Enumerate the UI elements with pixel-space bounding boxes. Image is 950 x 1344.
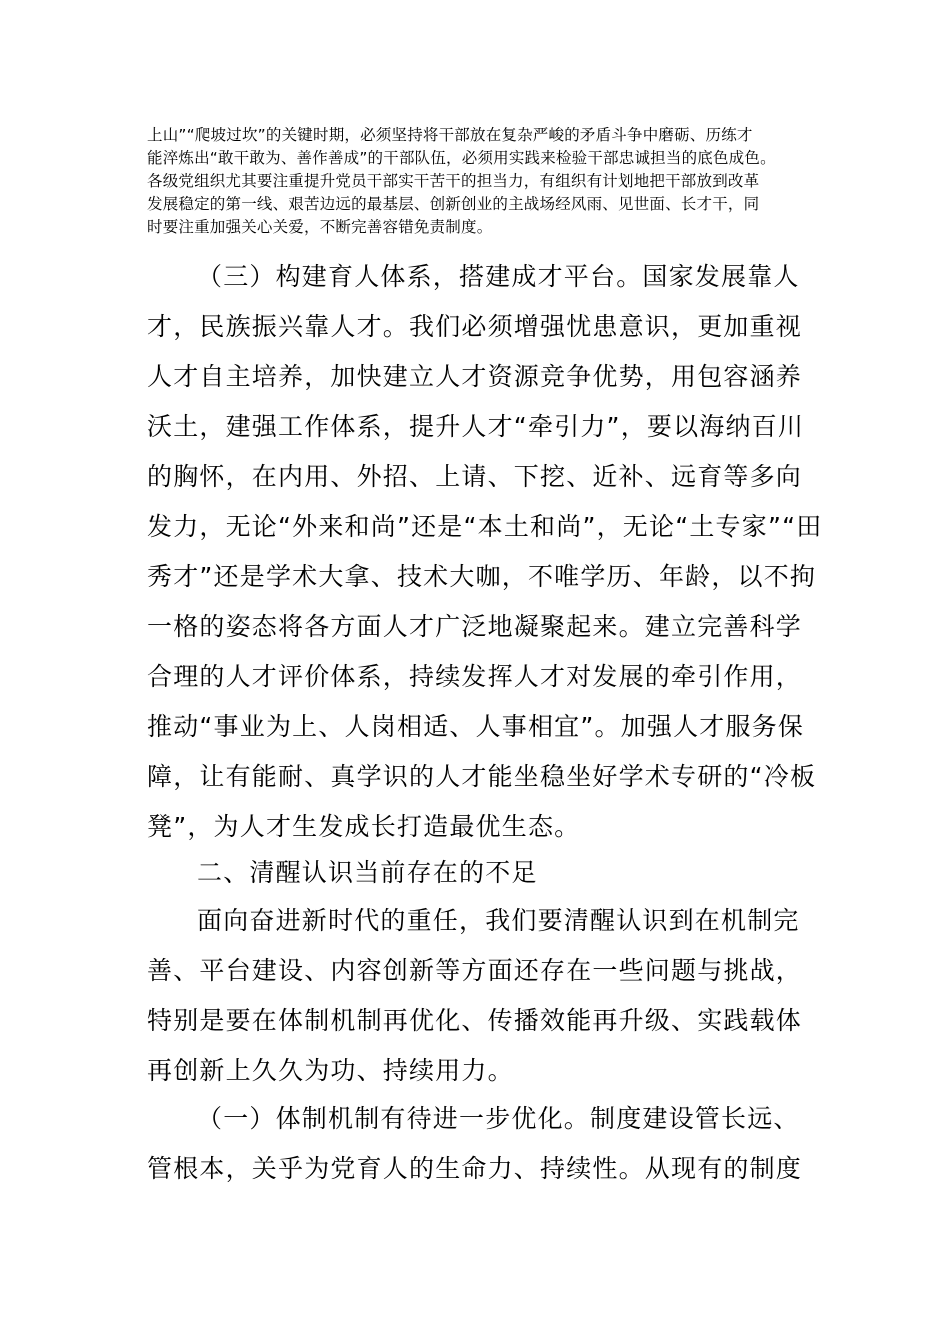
text-line: 面向奋进新时代的重任，我们要清醒认识到在机制完	[197, 906, 800, 935]
text-line: 的胸怀，在内用、外招、上请、下挖、近补、远育等多向	[147, 462, 803, 491]
text-line: 沃土，建强工作体系，提升人才“牵引力”，要以海纳百川	[147, 412, 805, 441]
text-line: 特别是要在体制机制再优化、传播效能再升级、实践载体	[147, 1006, 803, 1035]
section-heading	[147, 848, 827, 898]
text-line: 发力，无论“外来和尚”还是“本土和尚”，无论“土专家”“田	[147, 512, 823, 541]
text-line: 时要注重加强关心关爱，不断完善容错免责制度。	[147, 218, 493, 236]
text-line: （一）体制机制有待进一步优化。制度建设管长远、	[197, 1104, 800, 1133]
text-line: 再创新上久久为功、持续用力。	[147, 1056, 514, 1085]
text-line: 推动“事业为上、人岗相适、人事相宜”。加强人才服务保	[147, 712, 805, 741]
text-line: 秀才”还是学术大拿、技术大咖，不唯学历、年龄，以不拘	[147, 562, 817, 591]
text-line: 上山”“爬坡过坎”的关键时期，必须坚持将干部放在复杂严峻的矛盾斗争中磨砺、历练才	[147, 126, 753, 144]
small-text-block	[147, 124, 827, 239]
text-line: 才，民族振兴靠人才。我们必须增强忧患意识，更加重视	[147, 312, 803, 341]
paragraph-challenges	[147, 896, 827, 1096]
text-line: （三）构建育人体系，搭建成才平台。国家发展靠人	[197, 262, 800, 291]
text-line: 管根本，关乎为党育人的生命力、持续性。从现有的制度	[147, 1154, 803, 1183]
paragraph-institutional	[147, 1094, 827, 1194]
paragraph-talent-system	[147, 252, 827, 852]
text-line: 各级党组织尤其要注重提升党员干部实干苦干的担当力，有组织有计划地把干部放到改革	[147, 172, 760, 190]
text-line: 凳”，为人才生发成长打造最优生态。	[147, 812, 581, 841]
section-heading-text: 二、清醒认识当前存在的不足	[197, 858, 538, 887]
text-line: 障，让有能耐、真学识的人才能坐稳坐好学术专研的“冷板	[147, 762, 817, 791]
text-line: 人才自主培养，加快建立人才资源竞争优势，用包容涵养	[147, 362, 803, 391]
text-line: 发展稳定的第一线、艰苦边远的最基层、创新创业的主战场经风雨、见世面、长才干，同	[147, 195, 760, 213]
text-line: 善、平台建设、内容创新等方面还存在一些问题与挑战，	[147, 956, 803, 985]
text-line: 能淬炼出“敢干敢为、善作善成”的干部队伍，必须用实践来检验干部忠诚担当的底色成色。	[147, 149, 776, 167]
text-line: 一格的姿态将各方面人才广泛地凝聚起来。建立完善科学	[147, 612, 803, 641]
text-line: 合理的人才评价体系，持续发挥人才对发展的牵引作用，	[147, 662, 803, 691]
